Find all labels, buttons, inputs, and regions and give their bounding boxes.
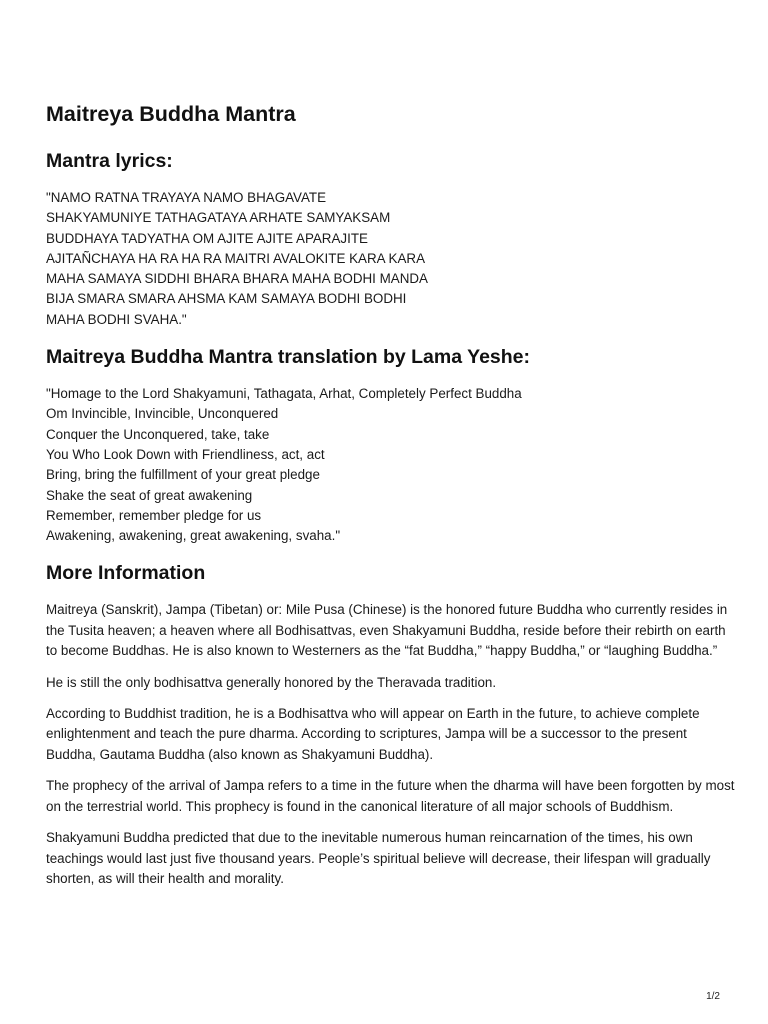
more-info-paragraph: He is still the only bodhisattva generally honored by the Theravada tradition. [46, 674, 497, 690]
lyrics-heading: Mantra lyrics: [46, 150, 173, 172]
lyrics-line: "NAMO RATNA TRAYAYA NAMO BHAGAVATE [46, 190, 327, 205]
translation-line: Remember, remember pledge for us [46, 507, 262, 523]
more-info-paragraph: According to Buddhist tradition, he is a Bodhisattva who will appear on Earth in the future, to achieve complete enlightenment and teach the pure dharma. According to scriptures, Jampa will be a successor to the present Buddha, Gautama Buddha (also known as Shakyamuni Buddha). [46, 706, 700, 762]
page-title: Maitreya Buddha Mantra [46, 102, 296, 126]
lyrics-line: BUDDHAYA TADYATHA OM AJITE AJITE APARAJITE [46, 230, 368, 246]
lyrics-line: BIJA SMARA SMARA AHSMA KAM SAMAYA BODHI BODHI [46, 291, 407, 307]
translation-line: Awakening, awakening, great awakening, svaha." [46, 528, 341, 544]
lyrics-line: AJITAÑCHAYA HA RA HA RA MAITRI AVALOKITE KARA KARA [46, 250, 426, 266]
translation-heading: Maitreya Buddha Mantra translation by Lama Yeshe: [46, 346, 531, 369]
translation-line: You Who Look Down with Friendliness, act, act [46, 446, 325, 462]
translation-block [46, 384, 736, 546]
lyrics-block [46, 188, 736, 330]
document-page [46, 98, 736, 900]
translation-line: Shake the seat of great awakening [46, 487, 253, 503]
translation-line: Bring, bring the fulfillment of your great pledge [46, 467, 320, 483]
more-info-paragraph: The prophecy of the arrival of Jampa refers to a time in the future when the dharma will have been forgotten by most on the terrestrial world. This prophecy is found in the canonical literature of all major schools of Buddhism. [46, 778, 735, 814]
more-info-heading: More Information [46, 562, 206, 585]
lyrics-line: MAHA SAMAYA SIDDHI BHARA BHARA MAHA BODHI MANDA [46, 271, 428, 287]
more-info-paragraph: Maitreya (Sanskrit), Jampa (Tibetan) or: Mile Pusa (Chinese) is the honored future Buddha who currently resides in the Tusita heaven; a heaven where all Bodhisattvas, even Shakyamuni Buddha, reside before their rebirth on earth to become Buddhas. He is also known to Westerners as the “fat Buddha,” “happy Buddha,” or “laughing Buddha.” [46, 602, 728, 659]
lyrics-line: SHAKYAMUNIYE TATHAGATAYA ARHATE SAMYAKSAM [46, 210, 391, 226]
translation-line: Conquer the Unconquered, take, take [46, 426, 270, 442]
lyrics-line: MAHA BODHI SVAHA." [46, 311, 187, 327]
page-number: 1/2 [706, 991, 720, 1002]
translation-line: "Homage to the Lord Shakyamuni, Tathagata, Arhat, Completely Perfect Buddha [46, 386, 522, 402]
translation-line: Om Invincible, Invincible, Unconquered [46, 406, 279, 422]
more-info-paragraph: Shakyamuni Buddha predicted that due to the inevitable numerous human reincarnation of the times, his own teachings would last just five thousand years. People’s spiritual believe will decrease, their lifespan will gradually shorten, as will their health and morality. [46, 830, 711, 886]
